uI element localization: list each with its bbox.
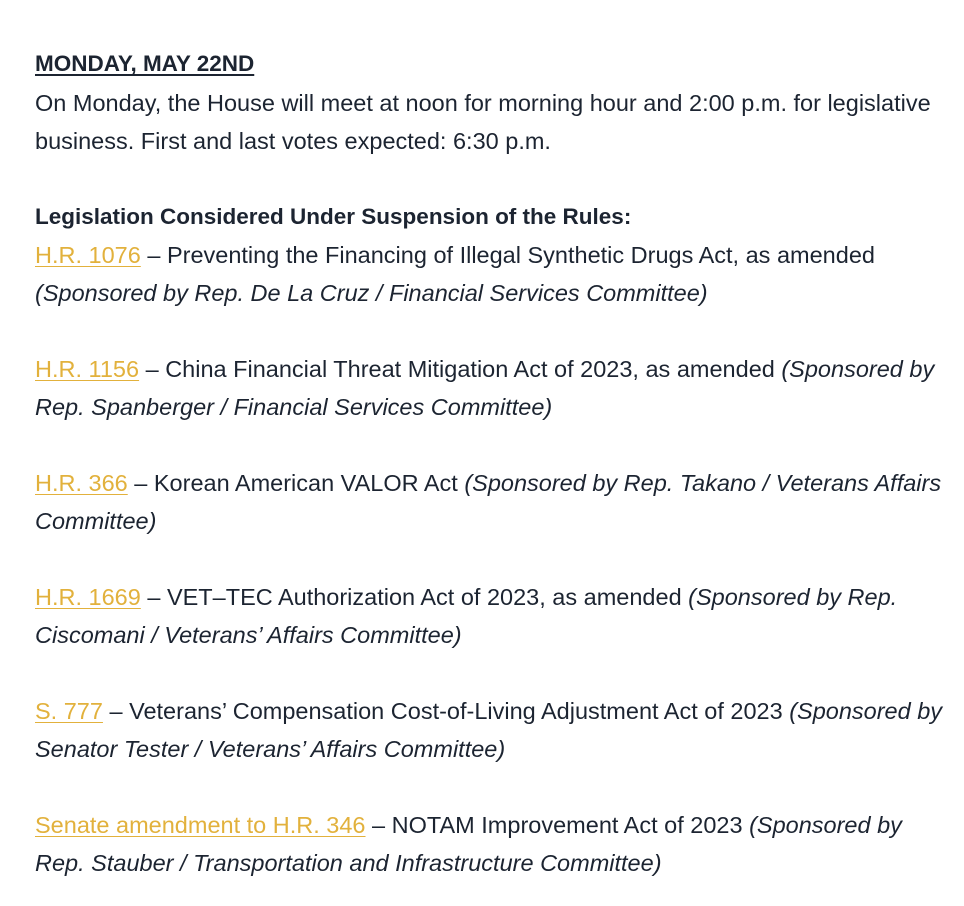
bill-link[interactable]: H.R. 366 <box>35 470 128 496</box>
bill-link[interactable]: H.R. 1076 <box>35 242 141 268</box>
bill-link[interactable]: Senate amendment to H.R. 346 <box>35 812 366 838</box>
bill-link[interactable]: H.R. 1156 <box>35 356 140 382</box>
bill-entry <box>35 350 945 426</box>
bill-entry <box>35 578 945 654</box>
bill-entry <box>35 464 945 540</box>
bill-entry <box>35 236 945 312</box>
bill-sponsor: (Sponsored by Rep. Spanberger / Financial Services Committee) <box>35 356 935 420</box>
bill-sponsor: (Sponsored by Rep. De La Cruz / Financial Services Committee) <box>35 280 708 306</box>
bill-description: – China Financial Threat Mitigation Act of 2023, as amended <box>139 356 782 382</box>
intro-paragraph: On Monday, the House will meet at noon for morning hour and 2:00 p.m. for legislative business. First and last votes expected: 6:30 p.m. <box>35 90 931 154</box>
bill-sponsor: (Sponsored by Rep. Stauber / Transportation and Infrastructure Committee) <box>35 812 902 876</box>
bill-link[interactable]: S. 777 <box>35 698 103 724</box>
bill-sponsor: (Sponsored by Rep. Takano / Veterans Affairs Committee) <box>35 470 942 534</box>
day-heading: MONDAY, MAY 22ND <box>35 51 255 76</box>
bill-description: – Preventing the Financing of Illegal Synthetic Drugs Act, as amended <box>140 242 875 268</box>
bill-description: – NOTAM Improvement Act of 2023 <box>365 812 750 838</box>
bill-entry <box>35 692 945 768</box>
bill-description: – Veterans’ Compensation Cost-of-Living Adjustment Act of 2023 <box>102 698 790 724</box>
bill-link[interactable]: H.R. 1669 <box>35 584 141 610</box>
bill-sponsor: (Sponsored by Senator Tester / Veterans’ Affairs Committee) <box>35 698 943 762</box>
bill-entry <box>35 806 945 882</box>
section-title: Legislation Considered Under Suspension of the Rules: <box>35 204 632 229</box>
bill-description: – VET–TEC Authorization Act of 2023, as amended <box>140 584 689 610</box>
bill-sponsor: (Sponsored by Rep. Ciscomani / Veterans’ Affairs Committee) <box>35 584 898 648</box>
bill-description: – Korean American VALOR Act <box>127 470 465 496</box>
